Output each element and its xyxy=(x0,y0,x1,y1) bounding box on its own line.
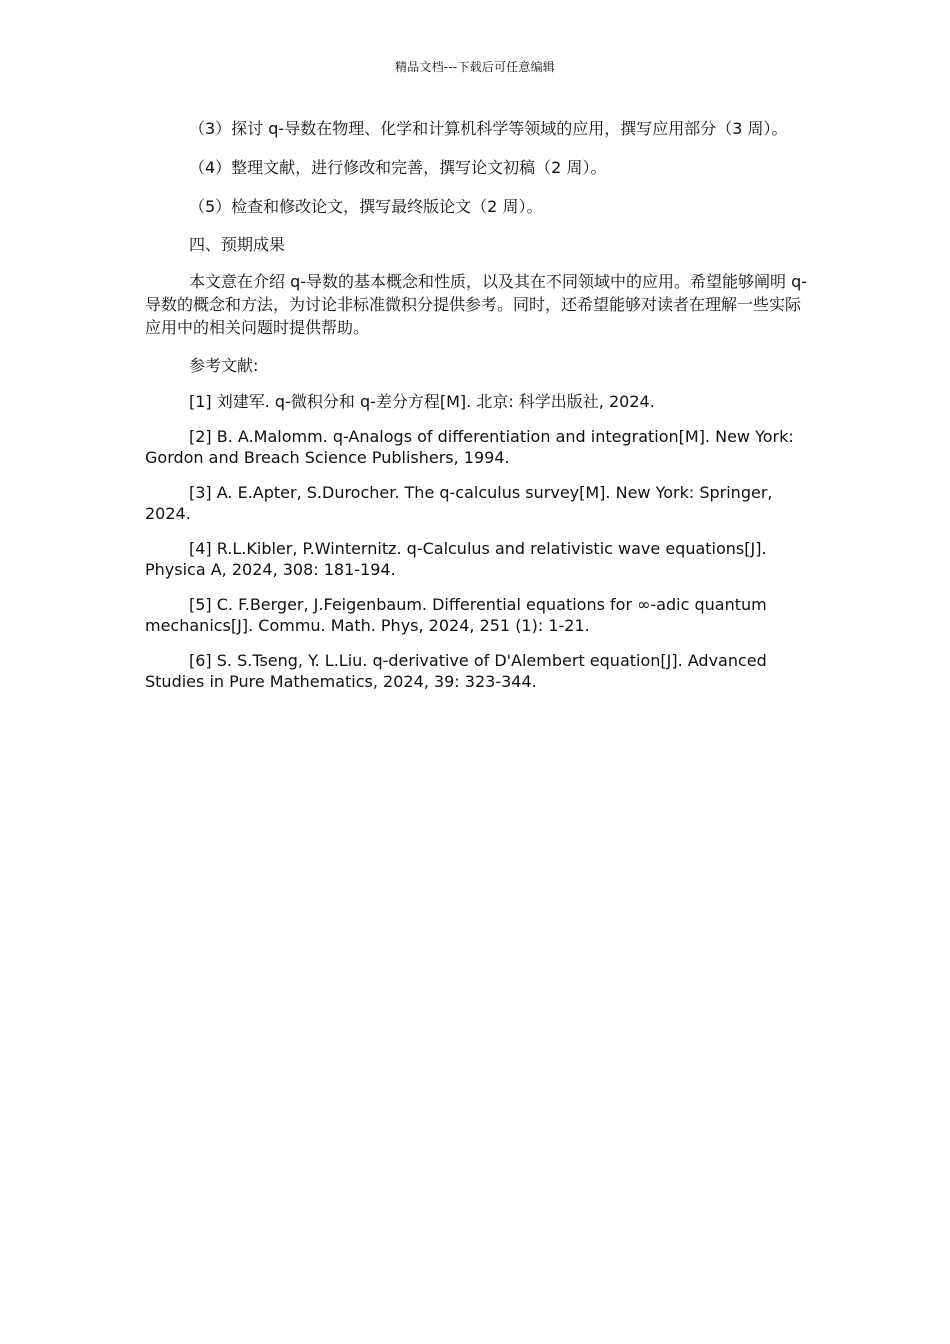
section-heading-references: 参考文献: xyxy=(189,356,259,375)
reference-item: [6] S. S.Tseng, Y. L.Liu. q-derivative of D'Alembert equation[J]. Advanced Studies in Pure Mathematics, 2024, 39: 323-344. xyxy=(145,651,767,691)
references-section xyxy=(145,355,810,692)
plan-item-3: （3）探讨 q-导数在物理、化学和计算机科学等领域的应用，撰写应用部分（3 周）。 xyxy=(189,119,788,138)
reference-item: [4] R.L.Kibler, P.Winternitz. q-Calculus and relativistic wave equations[J]. Physica A, 2024, 308: 181-194. xyxy=(145,539,767,579)
page-header: 精品文档---下载后可任意编辑 xyxy=(395,60,555,74)
plan-item-5: （5）检查和修改论文，撰写最终版论文（2 周）。 xyxy=(189,197,543,216)
section-heading-expected-results: 四、预期成果 xyxy=(189,235,286,254)
reference-item: [1] 刘建军. q-微积分和 q-差分方程[M]. 北京: 科学出版社, 2024. xyxy=(189,392,655,411)
plan-section xyxy=(145,117,810,218)
expected-results-section xyxy=(145,234,810,339)
reference-item: [3] A. E.Apter, S.Durocher. The q-calculus survey[M]. New York: Springer, 2024. xyxy=(145,483,773,523)
reference-item: [5] C. F.Berger, J.Feigenbaum. Differential equations for ∞-adic quantum mechanics[J]. Commu. Math. Phys, 2024, 251 (1): 1-21. xyxy=(145,595,767,635)
reference-item: [2] B. A.Malomm. q-Analogs of differentiation and integration[M]. New York: Gordon and Breach Science Publishers, 1994. xyxy=(145,427,794,467)
expected-results-text: 本文意在介绍 q-导数的基本概念和性质，以及其在不同领域中的应用。希望能够阐明 q-导数的概念和方法，为讨论非标准微积分提供参考。同时，还希望能够对读者在理解一些实际应用中的相关问题时提供帮助。 xyxy=(145,272,808,337)
plan-item-4: （4）整理文献，进行修改和完善，撰写论文初稿（2 周）。 xyxy=(189,158,607,177)
document-body xyxy=(145,117,810,706)
